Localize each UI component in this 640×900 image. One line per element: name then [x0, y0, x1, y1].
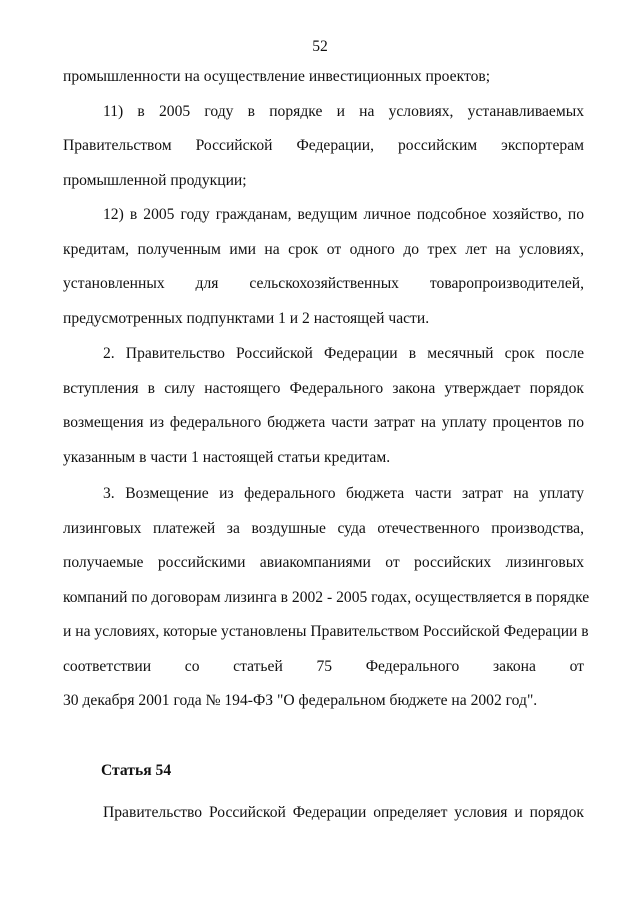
text-line: и на условиях, которые установлены Правительством Российской Федерации в: [63, 623, 589, 640]
text-line: указанным в части 1 настоящей статьи кредитам.: [63, 448, 391, 466]
paragraph-part-3: [63, 477, 590, 719]
paragraph-part-2: [63, 337, 584, 475]
paragraph-item-11: [63, 60, 584, 198]
page-number: 52: [312, 38, 328, 55]
text-line: Правительством Российской Федерации, российским экспортерам: [63, 137, 584, 154]
text-line: лизинговых платежей за воздушные суда отечественного производства,: [63, 519, 584, 537]
text-line: компаний по договорам лизинга в 2002 - 2005 годах, осуществляется в порядке: [63, 588, 590, 606]
article-heading: Статья 54: [101, 762, 172, 779]
text-line: кредитам, полученным ими на срок от одного до трех лет на условиях,: [63, 240, 584, 258]
text-line: 3. Возмещение из федерального бюджета части затрат на уплату: [103, 485, 584, 502]
text-line: предусмотренных подпунктами 1 и 2 настоящей части.: [63, 309, 430, 327]
text-line: промышленности на осуществление инвестиционных проектов;: [63, 68, 491, 85]
paragraph-article-54: [63, 796, 584, 831]
text-line: 12) в 2005 году гражданам, ведущим личное подсобное хозяйство, по: [103, 206, 584, 223]
text-line: получаемые российскими авиакомпаниями от российских лизинговых: [63, 554, 584, 571]
text-line: промышленной продукции;: [63, 171, 247, 189]
text-line: 30 декабря 2001 года № 194-ФЗ "О федеральном бюджете на 2002 год".: [63, 692, 538, 709]
text-line: Правительство Российской Федерации определяет условия и порядок: [103, 804, 584, 821]
text-line: установленных для сельскохозяйственных товаропроизводителей,: [63, 275, 584, 292]
text-line: 2. Правительство Российской Федерации в месячный срок после: [103, 345, 584, 362]
paragraph-item-12: [63, 198, 584, 336]
text-line: вступления в силу настоящего Федерального закона утверждает порядок: [63, 379, 584, 397]
text-line: возмещения из федерального бюджета части затрат на уплату процентов по: [63, 414, 584, 431]
text-line: 11) в 2005 году в порядке и на условиях, устанавливаемых: [103, 102, 584, 120]
text-line: соответствии со статьей 75 Федерального закона от: [63, 657, 584, 675]
